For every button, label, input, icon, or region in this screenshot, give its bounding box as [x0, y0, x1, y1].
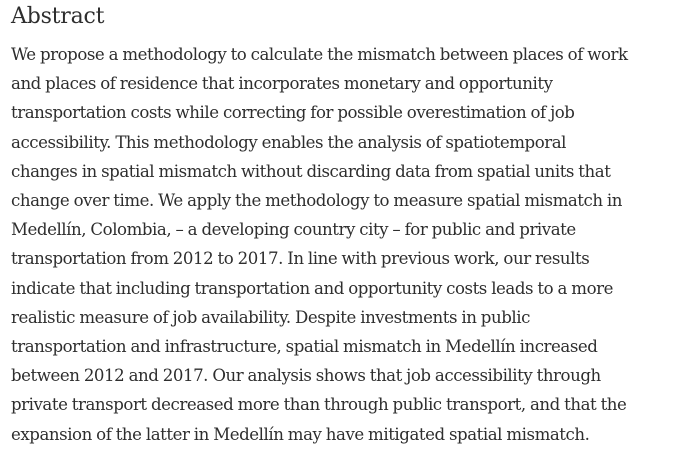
abstract-line: accessibility. This methodology enables the analysis of spatiotemporal — [11, 132, 567, 152]
abstract-line: change over time. We apply the methodology to measure spatial mismatch in — [11, 191, 623, 211]
abstract-line: changes in spatial mismatch without discarding data from spatial units that — [11, 161, 611, 181]
abstract-line: private transport decreased more than through public transport, and that the — [11, 395, 627, 415]
abstract-line: Medellín, Colombia, – a developing country city – for public and private — [11, 220, 576, 240]
abstract-line: transportation costs while correcting for possible overestimation of job — [11, 103, 575, 123]
abstract-line: expansion of the latter in Medellín may have mitigated spatial mismatch. — [11, 424, 590, 444]
abstract-section — [11, 0, 673, 449]
abstract-line: and places of residence that incorporates monetary and opportunity — [11, 74, 553, 94]
abstract-line: realistic measure of job availability. Despite investments in public — [11, 307, 530, 327]
abstract-line: indicate that including transportation and opportunity costs leads to a more — [11, 278, 613, 298]
abstract-heading: Abstract — [11, 4, 105, 29]
abstract-line: between 2012 and 2017. Our analysis shows that job accessibility through — [11, 366, 601, 386]
abstract-line: transportation and infrastructure, spatial mismatch in Medellín increased — [11, 337, 598, 357]
abstract-line: transportation from 2012 to 2017. In line with previous work, our results — [11, 249, 590, 269]
abstract-body — [11, 40, 673, 449]
abstract-line: We propose a methodology to calculate the mismatch between places of work — [11, 45, 628, 64]
